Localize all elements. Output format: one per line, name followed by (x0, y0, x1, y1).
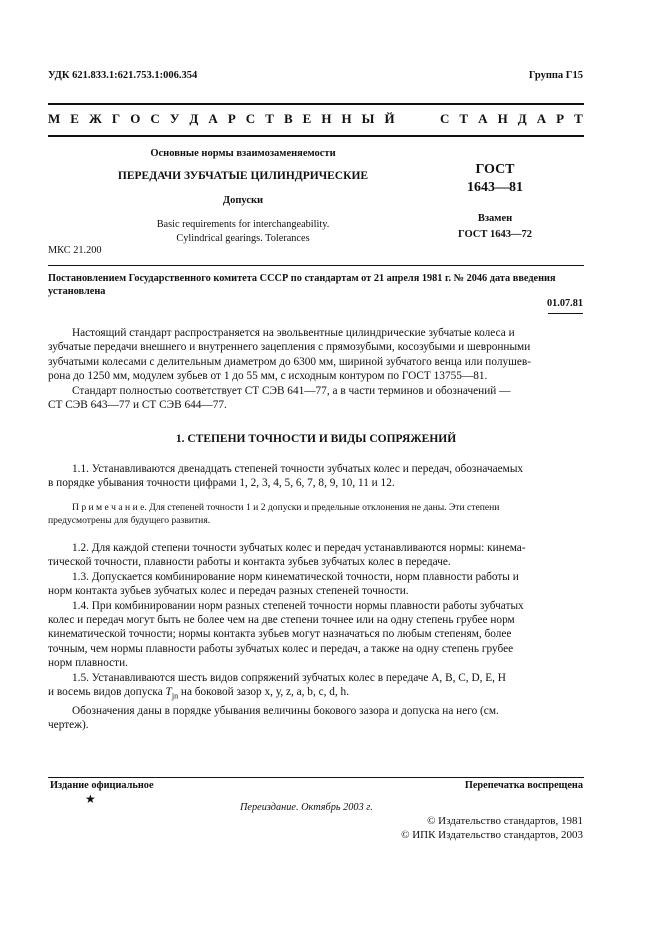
top-rule (48, 103, 584, 105)
footer-rule (48, 777, 584, 778)
text-line (48, 685, 584, 704)
symbol-T: T (165, 686, 172, 699)
mks-code: МКС 21.200 (48, 245, 102, 256)
gost-number: 1643—81 (467, 180, 523, 195)
title-rule (48, 265, 584, 266)
document-title: ПЕРЕДАЧИ ЗУБЧАТЫЕ ЦИЛИНДРИЧЕСКИЕ (117, 170, 369, 182)
star-icon: ★ (85, 792, 96, 806)
text-line: тической точности, плавности работы и контакта зубьев зубчатых колес в передаче. (48, 556, 451, 569)
text-line: зубчатыми колесами с делительным диаметром до 6300 мм, шириной зубчатого венца или полушев- (48, 355, 531, 368)
gost-label: ГОСТ (475, 162, 515, 177)
text-line: 1.3. Допускается комбинирование норм кинематической точности, норм плавности работы и (72, 570, 519, 583)
clauses-1-2-to-1-5 (48, 541, 584, 733)
text-span: и восемь видов допуска (48, 686, 163, 699)
basic-norms: Основные нормы взаимозаменяемости (150, 148, 336, 159)
note-label: П р и м е ч а н и е. (72, 502, 147, 513)
reissue-note: Переиздание. Октябрь 2003 г. (240, 802, 373, 813)
text-line: кинематической точности; нормы контакта зубьев могут назначаться по любым степеням, более (48, 628, 512, 641)
text-span: на боковой зазор x, у, z, а, b, с, d, h. (180, 686, 350, 699)
english-title-2: Cylindrical gearings. Tolerances (176, 233, 310, 244)
note-text: Для степеней точности 1 и 2 допуски и предельные отклонения не даны. Эти степени (149, 502, 500, 513)
copyright-2003: © ИПК Издательство стандартов, 2003 (401, 829, 583, 841)
text-line: точным, чем нормы плавности работы зубчатых колес и передач, а также на одну степень грубее (48, 642, 514, 655)
header-rule (48, 135, 584, 137)
symbol-jn: jn (171, 691, 179, 701)
udk-code: УДК 621.833.1:621.753.1:006.354 (48, 70, 198, 81)
intro-paragraph-1 (48, 326, 584, 412)
decree-line1: Постановлением Государственного комитета СССР по стандартам от 21 апреля 1981 г. № 2046 дата введения (48, 273, 556, 284)
english-title-1: Basic requirements for interchangeability. (156, 219, 330, 230)
reprint-prohibited: Перепечатка воспрещена (464, 780, 583, 791)
text-line: норм плавности. (48, 657, 128, 670)
decree-date: 01.07.81 (546, 298, 583, 309)
note-line1 (72, 501, 584, 514)
date-underline (548, 313, 583, 314)
replaces-label: Взамен (477, 213, 513, 224)
text-line: 1.1. Устанавливаются двенадцать степеней точности зубчатых колес и передач, обозначаемых (72, 463, 524, 475)
text-line: рона до 1250 мм, модулем зубьев от 1 до 55 мм, с исходным контуром по ГОСТ 13755—81. (48, 370, 488, 383)
section-heading: 1. СТЕПЕНИ ТОЧНОСТИ И ВИДЫ СОПРЯЖЕНИЙ (175, 433, 457, 445)
text-line: Обозначения даны в порядке убывания величины бокового зазора и допуска на него (см. (72, 704, 499, 717)
official-edition: Издание официальное (50, 780, 154, 791)
text-line: 1.5. Устанавливаются шесть видов сопряжений зубчатых колес в передаче А, В, С, D, Е, Н (72, 671, 506, 684)
standard-type: М Е Ж Г О С У Д А Р С Т В Е Н Н Ы Й С Т А Н Д А Р Т (48, 111, 584, 126)
text-line: 1.4. При комбинировании норм разных степеней точности нормы плавности работы зубчатых (72, 599, 524, 612)
text-line: зубчатые передачи внешнего и внутреннего зацепления с прямозубыми, косозубыми и шевронными (48, 341, 531, 354)
note-line2: предусмотрены для будущего развития. (48, 515, 211, 526)
text-line: СТ СЭВ 643—77 и СТ СЭВ 644—77. (48, 399, 227, 412)
text-line: колес и передач могут быть не более чем на две степени точнее или на одну степень грубее норм (48, 614, 515, 627)
group-code: Группа Г15 (528, 70, 583, 81)
text-line: 1.2. Для каждой степени точности зубчатых колес и передач устанавливаются нормы: кинема- (72, 542, 526, 554)
clause-1-1 (48, 462, 584, 491)
text-line: чертеж). (48, 719, 89, 732)
text-line: в порядке убывания точности цифрами 1, 2, 3, 4, 5, 6, 7, 8, 9, 10, 11 и 12. (48, 477, 395, 490)
text-line: норм контакта зубьев зубчатых колес и передач разных степеней точности. (48, 585, 409, 598)
replaces-gost: ГОСТ 1643—72 (458, 229, 532, 240)
document-subtitle: Допуски (222, 195, 264, 206)
decree-line2: установлена (48, 286, 106, 297)
copyright-1981: © Издательство стандартов, 1981 (427, 815, 583, 827)
text-line: Стандарт полностью соответствует СТ СЭВ 641—77, а в части терминов и обозначений — (72, 384, 511, 397)
text-line: Настоящий стандарт распространяется на эвольвентные цилиндрические зубчатые колеса и (72, 327, 515, 339)
